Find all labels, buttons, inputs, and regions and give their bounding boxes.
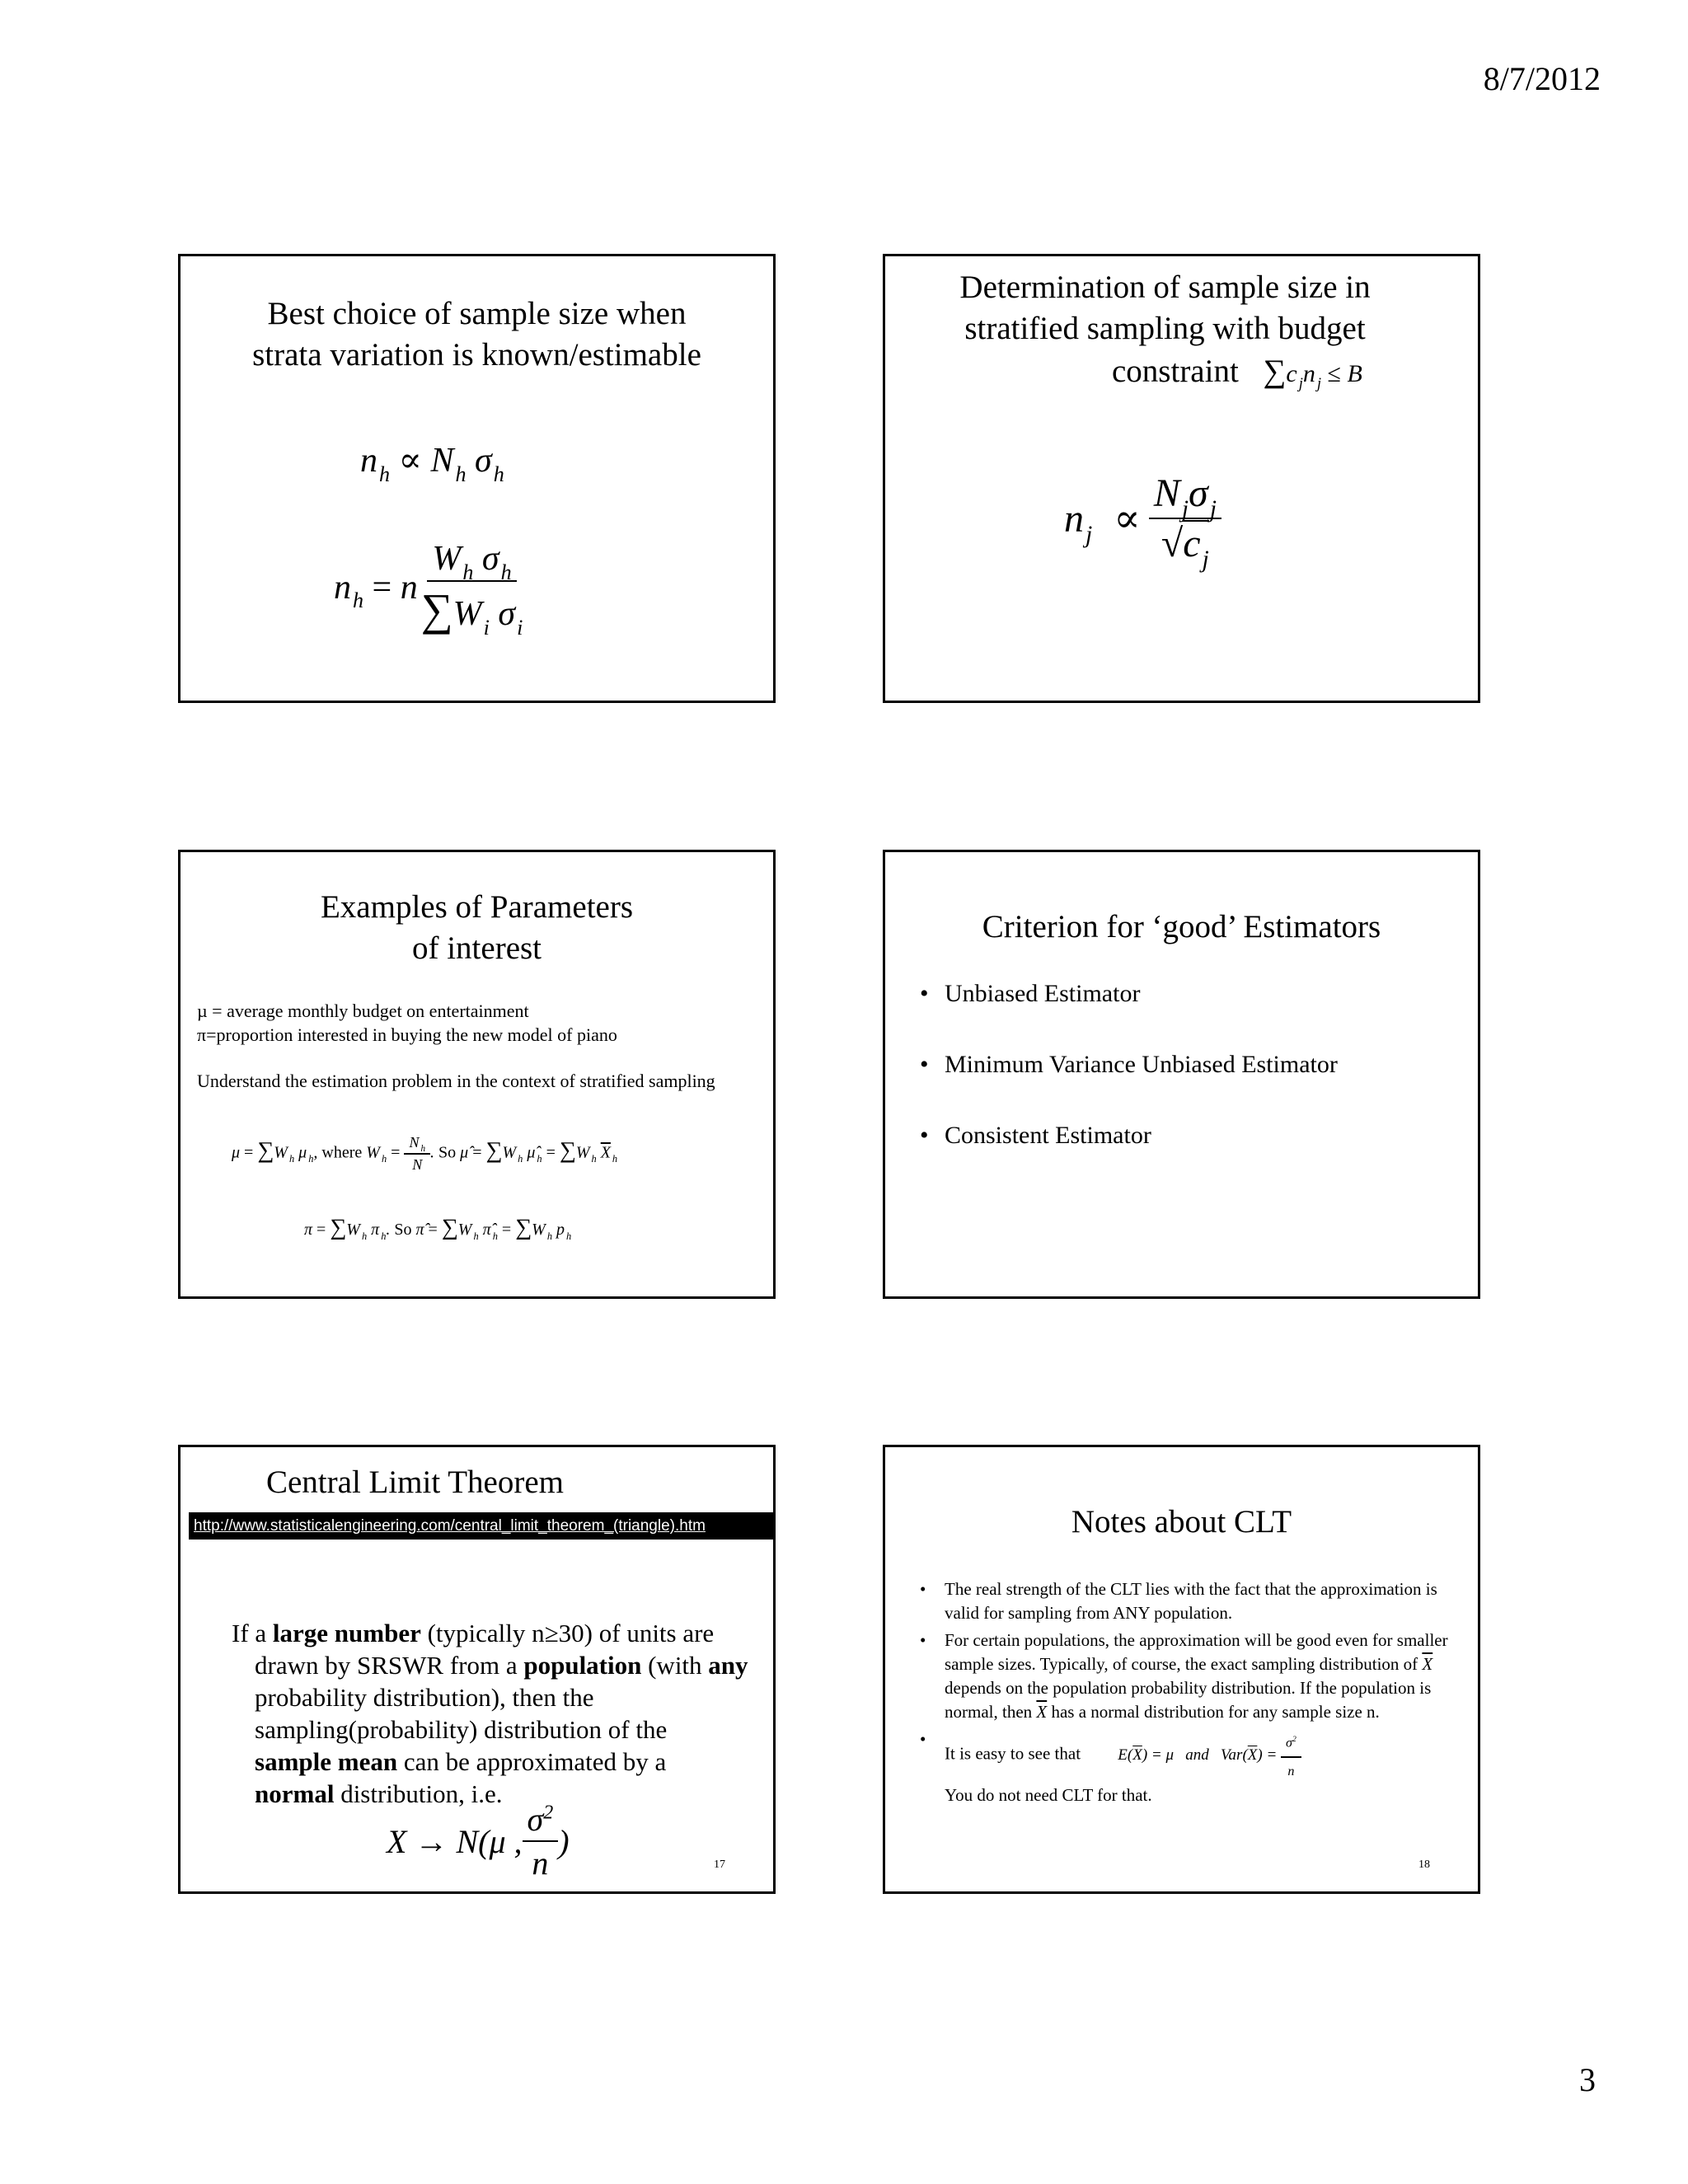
so-label: So bbox=[438, 1143, 457, 1162]
text-run: If a bbox=[232, 1619, 273, 1647]
list-item: • Unbiased Estimator bbox=[920, 980, 1453, 1008]
formula-neyman-allocation: $n_h = n$ $\frac{W_h \sigma_h}{\sum W_i \sigma_i}$ bbox=[334, 540, 523, 640]
definition-pi: π=proportion interested in buying the new model of piano bbox=[197, 1024, 617, 1045]
text-run: You do not need CLT for that. bbox=[945, 1785, 1152, 1806]
list-item: • The real strength of the CLT lies with the fact that the approximation is valid for sampling from ANY population. bbox=[920, 1577, 1453, 1625]
slide-title-line: Determination of sample size in bbox=[959, 269, 1371, 305]
so-label: So bbox=[394, 1221, 412, 1239]
slide-title bbox=[885, 267, 1478, 349]
slide-central-limit-theorem bbox=[178, 1445, 776, 1894]
text-bold: sample mean bbox=[255, 1747, 398, 1776]
estimation-context-text: Understand the estimation problem in the context of stratified sampling bbox=[197, 1071, 715, 1091]
parameter-definitions bbox=[197, 999, 617, 1047]
formula-budget-allocation: $n_j$ ∝ $\frac{N_j\sigma_j}{√c_j}$ bbox=[1064, 471, 1221, 566]
text-run: It is easy to see that bbox=[945, 1743, 1081, 1764]
slide-sample-size-budget bbox=[883, 254, 1480, 703]
text-bold: population bbox=[523, 1651, 642, 1680]
slide-title: Central Limit Theorem bbox=[265, 1465, 565, 1500]
formula-mu-estimator: μ = ∑W $_h$ μ $_h$, where W $_h$ = $\frac{N _h}{N}$ . So μ̂ = ∑W $_h$ μ̂ $_h$ = ∑W $_h$ $\overline{X}$ $_h$ bbox=[232, 1134, 618, 1173]
clt-reference-link[interactable]: http://www.statisticalengineering.com/central_limit_theorem_(triangle).htm bbox=[189, 1512, 773, 1540]
text-run: distribution, i.e. bbox=[334, 1779, 503, 1808]
text-run: probability distribution), then the sampling(probability) distribution of the bbox=[255, 1683, 668, 1744]
slide-good-estimators bbox=[883, 850, 1480, 1299]
var-label: Var bbox=[1221, 1746, 1243, 1764]
text-run: (typically n≥30) of units are drawn by SRSWR from a bbox=[255, 1619, 715, 1680]
slide-title-line: stratified sampling with budget bbox=[964, 311, 1366, 346]
text-run: depends on the population probability distribution. If the population is normal, then bbox=[945, 1678, 1432, 1722]
where-label: where bbox=[321, 1143, 363, 1162]
page-date: 8/7/2012 bbox=[1483, 60, 1601, 97]
slide-title-line: Best choice of sample size when bbox=[267, 296, 687, 331]
list-item: • Consistent Estimator bbox=[920, 1122, 1453, 1150]
slide-sample-size-known-variation bbox=[178, 254, 776, 703]
slide-title-line: Examples of Parameters bbox=[320, 889, 634, 925]
formula-pi-estimator: π = ∑W $_h$ π $_h$. So π̂ = ∑W $_h$ π̂ $_h$ = ∑W $_h$ p $_h$ bbox=[304, 1215, 572, 1242]
formula-clt: X → N(μ , $\frac{\sigma^2}{n}$ ) bbox=[387, 1801, 570, 1882]
text-bold: normal bbox=[255, 1779, 335, 1808]
text-run: (with bbox=[641, 1651, 709, 1680]
formula-mean-variance: $E(\overline{X}) = \mu$ and $Var(\overline{X})$ = $\frac{\sigma^2}{n}$ bbox=[1118, 1746, 1301, 1764]
slide-title-line: strata variation is known/estimable bbox=[252, 337, 701, 373]
slide-notes-about-clt bbox=[883, 1445, 1480, 1894]
slide-title bbox=[181, 887, 773, 969]
clt-statement bbox=[232, 1617, 748, 1810]
list-item bbox=[920, 1727, 1453, 1807]
and-label: and bbox=[1185, 1746, 1209, 1764]
sample-mean-symbol: $\overline{X}$ bbox=[1422, 1654, 1433, 1674]
slide-title-line: of interest bbox=[411, 930, 542, 966]
clt-notes-list bbox=[920, 1577, 1453, 1807]
slide-title-constraint bbox=[1112, 353, 1362, 393]
estimator-criteria-list bbox=[920, 980, 1453, 1150]
text-run: has a normal distribution for any sample size n. bbox=[1051, 1702, 1380, 1722]
slide-examples-parameters bbox=[178, 850, 776, 1299]
page-number: 3 bbox=[1579, 2061, 1596, 2098]
slide-number: 18 bbox=[1418, 1858, 1430, 1871]
sample-mean-symbol: $\overline{X}$ bbox=[1036, 1702, 1048, 1722]
slide-title: Notes about CLT bbox=[1071, 1504, 1292, 1540]
text-run: can be approximated by a bbox=[397, 1747, 667, 1776]
slide-title bbox=[181, 293, 773, 376]
text-run: For certain populations, the approximation will be good even for smaller sample sizes. Typically, of course, the exact sampling distribution of bbox=[945, 1630, 1448, 1674]
text-bold: any bbox=[708, 1651, 748, 1680]
slide-title: Criterion for ‘good’ Estimators bbox=[982, 909, 1381, 944]
text-bold: large number bbox=[272, 1619, 421, 1647]
list-item bbox=[920, 1629, 1453, 1724]
list-item: • Minimum Variance Unbiased Estimator bbox=[920, 1051, 1453, 1079]
slide-number: 17 bbox=[714, 1858, 725, 1871]
formula-proportional-allocation: $n_h \propto N_h$ $\sigma_h$ bbox=[360, 442, 504, 486]
slide-title-line: constraint bbox=[1112, 354, 1239, 389]
budget-constraint-formula: ∑c $_j$n $_j$ ≤ B bbox=[1263, 354, 1362, 393]
definition-mu: µ = average monthly budget on entertainment bbox=[197, 1001, 529, 1021]
